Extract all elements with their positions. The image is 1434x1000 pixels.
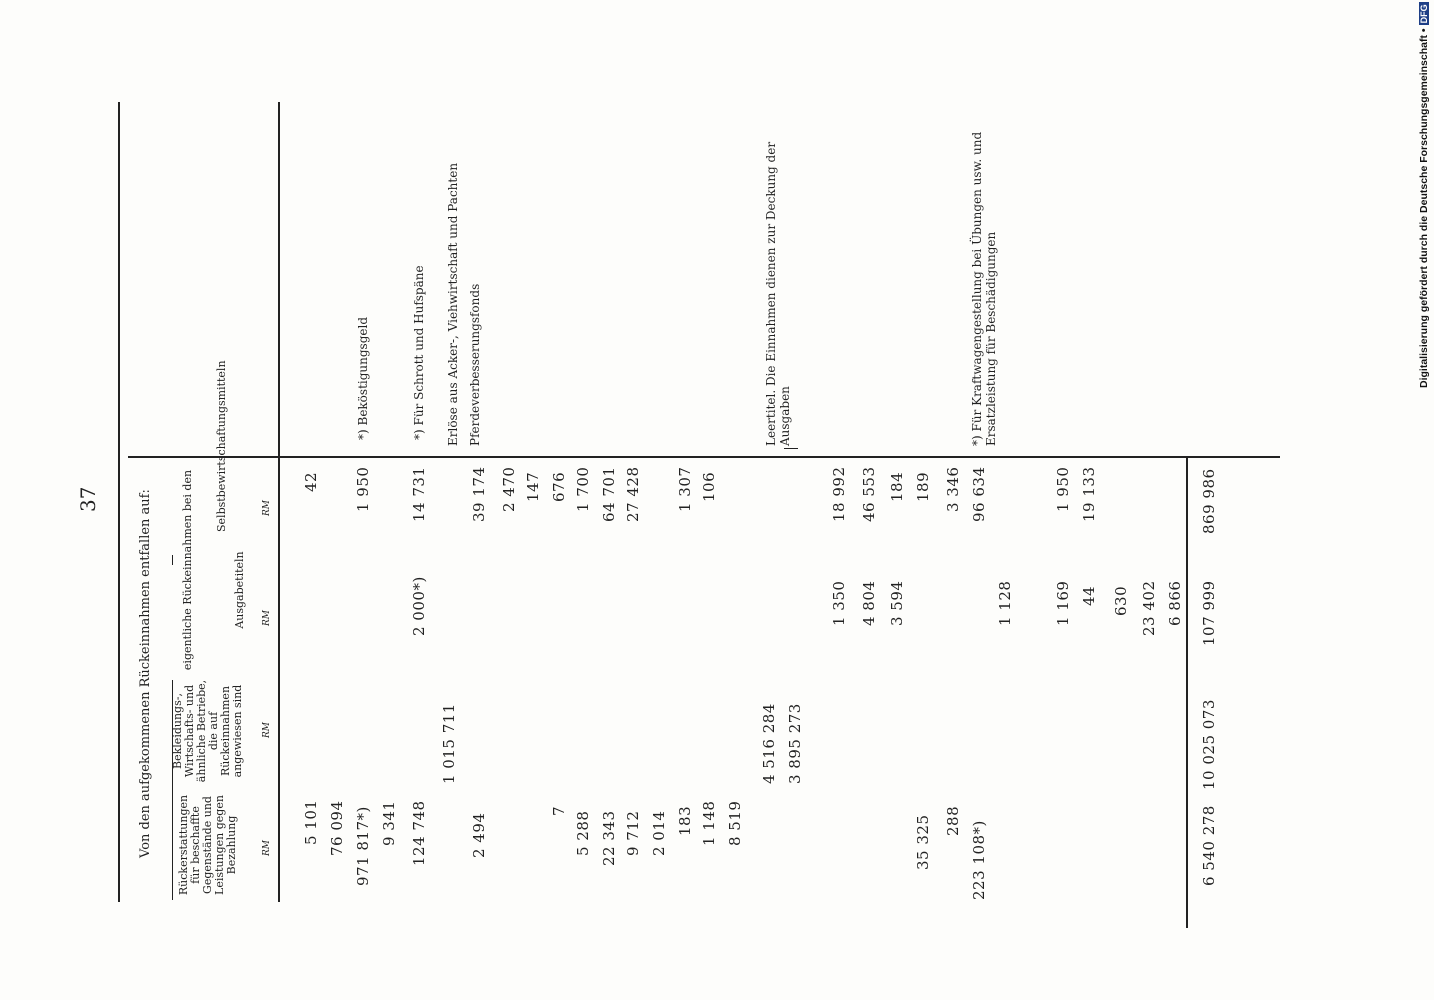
header-bottom-rule	[278, 102, 280, 902]
table-cell: 630	[1112, 585, 1130, 616]
table-cell: 22 343	[600, 810, 618, 866]
table-cell: 1 950	[354, 466, 372, 512]
table-cell: 1 950	[1054, 466, 1072, 512]
table-cell: 147	[524, 471, 542, 502]
table-cell: 3 594	[888, 580, 906, 626]
table-cell: 9 341	[380, 800, 398, 846]
table-cell: 183	[676, 805, 694, 836]
table-cell: 971 817*)	[354, 806, 372, 886]
table-cell: 6 866	[1166, 580, 1184, 626]
table-cell: 1 350	[830, 580, 848, 626]
funding-label	[1418, 2, 1430, 388]
table-cell: 8 519	[726, 800, 744, 846]
table-cell: 4 516 284	[760, 703, 778, 784]
table-cell: 1 307	[676, 466, 694, 512]
note-text: Pferdeverbesserungsfonds	[468, 283, 482, 446]
table-cell: 42	[302, 471, 320, 492]
notes-divider	[128, 456, 1280, 458]
col3-header: Ausgabetiteln	[233, 551, 246, 629]
note-text: *) Für Kraftwagengestellung bei Übungen usw. und Ersatzleistung für Beschädigungen	[970, 131, 998, 446]
table-cell: 124 748	[410, 800, 428, 866]
funding-text: Digitalisierung gefördert durch die Deutsche Forschungsgemeinschaft •	[1418, 28, 1430, 388]
table-cell: 3 895 273	[786, 703, 804, 784]
table-cell: 76 094	[328, 800, 346, 856]
table-cell: 5 101	[302, 799, 320, 845]
table-cell: 288	[944, 805, 962, 836]
table-cell: 189	[914, 471, 932, 502]
table-cell: 35 325	[914, 814, 932, 870]
table-cell: 223 108*)	[970, 820, 988, 900]
table-cell: 44	[1080, 585, 1098, 606]
funding-sidebar	[1416, 4, 1434, 390]
dfg-logo: DFG	[1419, 4, 1429, 24]
table-cell: 96 634	[970, 466, 988, 522]
table-cell: 1 015 711	[440, 703, 458, 784]
table-cell: 14 731	[410, 466, 428, 522]
table-cell: 2 470	[500, 466, 518, 512]
col34-group-header: eigentliche Rückeinnahmen bei den	[181, 469, 194, 671]
unit-col3: RM	[262, 610, 272, 626]
table-cell: 3 346	[944, 466, 962, 512]
table-top-rule	[118, 102, 120, 902]
table-cell: 184	[888, 471, 906, 502]
group-title: Von den aufgekommenen Rückeinnahmen entfallen auf:	[138, 489, 153, 858]
table-cell: 2 494	[470, 812, 488, 858]
totals-rule	[1186, 458, 1188, 928]
table-cell: 1 148	[700, 800, 718, 846]
brace-line	[784, 448, 798, 449]
col2-header: Bekleidungs-, Wirtschafts- und ähnliche Betriebe, die auf Rückeinnahmen angewiesen sind	[171, 679, 244, 783]
note-text: *) Beköstigungsgeld	[356, 316, 370, 440]
table-cell: 676	[550, 471, 568, 502]
total-col4: 869 986	[1200, 468, 1218, 534]
unit-col1: RM	[262, 840, 272, 856]
table-cell: 2 000*)	[410, 576, 428, 636]
page-number: 37	[76, 486, 100, 512]
note-text: Erlöse aus Acker-, Viehwirtschaft und Pachten	[446, 162, 460, 446]
table-cell: 9 712	[624, 810, 642, 856]
table-cell: 1 169	[1054, 580, 1072, 626]
total-col1: 6 540 278	[1200, 805, 1218, 886]
table-cell: 5 288	[574, 810, 592, 856]
table-cell: 19 133	[1080, 466, 1098, 522]
table-cell: 7	[550, 805, 568, 816]
table-cell: 2 014	[650, 810, 668, 856]
col1-header: Rückerstattungen für beschaffte Gegenstände und Leistungen gegen Bezahlung	[177, 794, 238, 896]
table-cell: 1 700	[574, 466, 592, 512]
table-cell: 27 428	[624, 466, 642, 522]
note-text: Leertitel. Die Einnahmen dienen zur Deckung der Ausgaben	[764, 141, 792, 446]
table-cell: 106	[700, 471, 718, 502]
note-text: *) Für Schrott und Hufspäne	[412, 265, 426, 440]
table-cell: 64 701	[600, 466, 618, 522]
total-col3: 107 999	[1200, 580, 1218, 646]
table-cell: 1 128	[996, 580, 1014, 626]
unit-col2: RM	[262, 722, 272, 738]
total-col2: 10 025 073	[1200, 699, 1218, 790]
table-cell: 18 992	[830, 466, 848, 522]
table-cell: 46 553	[860, 466, 878, 522]
col-sep-2	[172, 555, 173, 565]
table-cell: 39 174	[470, 466, 488, 522]
unit-col4: RM	[262, 500, 272, 516]
col4-header: Selbstbewirtschaftungsmitteln	[215, 360, 228, 532]
table-cell: 23 402	[1140, 580, 1158, 636]
table-cell: 4 804	[860, 580, 878, 626]
